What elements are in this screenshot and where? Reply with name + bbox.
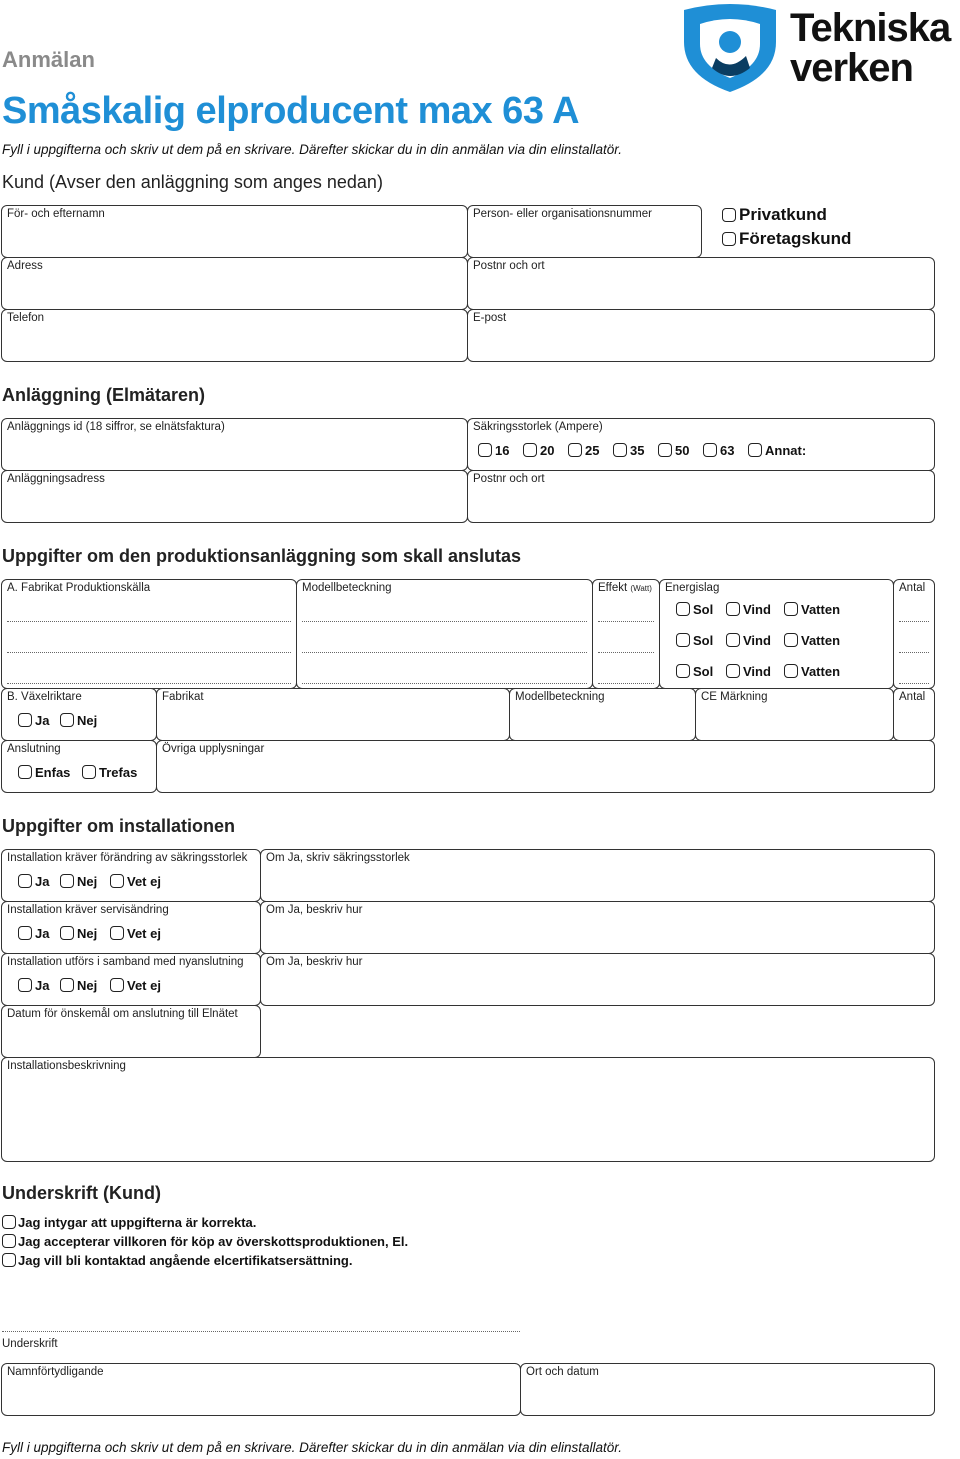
foretagskund-label: Företagskund xyxy=(739,229,852,248)
postnr-label: Postnr och ort xyxy=(473,260,545,272)
q3-ja-checkbox[interactable] xyxy=(18,978,32,992)
datum-field[interactable] xyxy=(1,1005,261,1058)
ort-datum-label: Ort och datum xyxy=(526,1366,599,1378)
trefas-option[interactable] xyxy=(82,765,137,780)
namnfortydligande-label: Namnförtydligande xyxy=(7,1366,104,1378)
installation-heading: Uppgifter om installationen xyxy=(2,816,236,836)
epost-label: E-post xyxy=(473,312,507,324)
vind-label: Vind xyxy=(743,633,771,648)
row3-sol-checkbox[interactable] xyxy=(676,664,690,678)
fuse-20-label: 20 xyxy=(540,443,555,458)
q2-followup-field[interactable] xyxy=(260,901,935,954)
row1-vind-option[interactable] xyxy=(726,602,771,617)
name-field[interactable] xyxy=(1,205,468,258)
row1-sol-option[interactable] xyxy=(676,602,713,617)
anlaggningsadress-field[interactable] xyxy=(1,470,468,523)
row1-sol-checkbox[interactable] xyxy=(676,602,690,616)
vetej-label: Vet ej xyxy=(127,874,161,889)
line-2 xyxy=(899,652,929,653)
q3-vetej-option[interactable] xyxy=(110,978,161,993)
row3-vind-option[interactable] xyxy=(726,664,771,679)
logo xyxy=(680,2,960,94)
q3-nej-option[interactable] xyxy=(60,978,97,993)
vax-fabrikat-label: Fabrikat xyxy=(162,691,204,703)
effekt-field[interactable] xyxy=(592,579,660,689)
page-title: Småskalig elproducent max 63 A xyxy=(2,90,580,132)
fuse-25-checkbox[interactable] xyxy=(568,443,582,457)
q2-followup-label: Om Ja, beskriv hur xyxy=(266,904,363,916)
fuse-option-20[interactable] xyxy=(523,443,554,458)
line-3 xyxy=(899,683,929,684)
vax-antal-label: Antal xyxy=(899,691,926,703)
q3-vetej-checkbox[interactable] xyxy=(110,978,124,992)
q2-field xyxy=(1,901,261,954)
consent-1-checkbox[interactable] xyxy=(2,1215,16,1229)
line-1 xyxy=(302,621,587,622)
foretagskund-checkbox[interactable] xyxy=(722,232,736,246)
q2-vetej-checkbox[interactable] xyxy=(110,926,124,940)
q2-nej-checkbox[interactable] xyxy=(60,926,74,940)
fuse-50-label: 50 xyxy=(675,443,690,458)
q1-ja-checkbox[interactable] xyxy=(18,874,32,888)
consent-3-checkbox[interactable] xyxy=(2,1253,16,1267)
fuse-annat-checkbox[interactable] xyxy=(748,443,762,457)
q1-followup-field[interactable] xyxy=(260,849,935,902)
row2-vind-checkbox[interactable] xyxy=(726,633,740,647)
fabrikat-produktionskalla-field[interactable] xyxy=(1,579,297,689)
anlaggnings-id-label: Anläggnings id (18 siffror, se elnätsfaktura) xyxy=(7,421,225,433)
q1-vetej-option[interactable] xyxy=(110,874,161,889)
signature-line[interactable] xyxy=(2,1331,520,1332)
postnr-field[interactable] xyxy=(467,257,935,310)
effekt-label-text: Effekt xyxy=(598,582,628,594)
row3-sol-option[interactable] xyxy=(676,664,713,679)
q1-nej-option[interactable] xyxy=(60,874,97,889)
ja-label: Ja xyxy=(35,978,50,993)
enfas-label: Enfas xyxy=(35,765,71,780)
epost-field[interactable] xyxy=(467,309,935,362)
produktion-heading: Uppgifter om den produktionsanläggning som skall anslutas xyxy=(2,546,522,566)
row2-sol-option[interactable] xyxy=(676,633,713,648)
privatkund-checkbox[interactable] xyxy=(722,208,736,222)
telefon-label: Telefon xyxy=(7,312,45,324)
fuse-option-16[interactable] xyxy=(478,443,509,458)
row2-vind-option[interactable] xyxy=(726,633,771,648)
ovriga-label: Övriga upplysningar xyxy=(162,743,265,755)
vatten-label: Vatten xyxy=(801,664,841,679)
q1-field xyxy=(1,849,261,902)
logo-text-line1: Tekniska xyxy=(790,6,951,50)
vax-fabrikat-field[interactable] xyxy=(156,688,510,741)
q1-ja-option[interactable] xyxy=(18,874,49,889)
logo-shield-icon xyxy=(680,2,780,94)
datum-label: Datum för önskemål om anslutning till Elnätet xyxy=(7,1008,238,1020)
fuse-16-label: 16 xyxy=(495,443,510,458)
name-label: För- och efternamn xyxy=(7,208,105,220)
q3-followup-label: Om Ja, beskriv hur xyxy=(266,956,363,968)
fuse-annat-label: Annat: xyxy=(765,443,807,458)
modell-field[interactable] xyxy=(296,579,593,689)
consent-2-label: Jag accepterar villkoren för köp av överskottsproduktionen, El. xyxy=(18,1234,409,1249)
line-3 xyxy=(7,683,291,684)
fuse-option-annat[interactable] xyxy=(748,443,806,458)
q1-followup-label: Om Ja, skriv säkringsstorlek xyxy=(266,852,410,864)
anlaggning-heading: Anläggning (Elmätaren) xyxy=(2,385,206,405)
q2-ja-checkbox[interactable] xyxy=(18,926,32,940)
q3-nej-checkbox[interactable] xyxy=(60,978,74,992)
effekt-unit: (Watt) xyxy=(630,584,652,593)
sol-label: Sol xyxy=(693,633,714,648)
q3-label: Installation utförs i samband med nyanslutning xyxy=(7,956,244,968)
fuse-option-63[interactable] xyxy=(703,443,734,458)
vax-antal-field[interactable] xyxy=(893,688,935,741)
personnr-field[interactable] xyxy=(467,205,702,258)
ce-marking-field[interactable] xyxy=(695,688,894,741)
enfas-option[interactable] xyxy=(18,765,70,780)
q1-label: Installation kräver förändring av säkringsstorlek xyxy=(7,852,248,864)
form-kicker: Anmälan xyxy=(2,47,95,72)
row2-vatten-option[interactable] xyxy=(784,633,840,648)
row3-vind-checkbox[interactable] xyxy=(726,664,740,678)
namnfortydligande-field[interactable] xyxy=(1,1363,521,1416)
fuse-option-25[interactable] xyxy=(568,443,599,458)
fuse-20-checkbox[interactable] xyxy=(523,443,537,457)
adress-field[interactable] xyxy=(1,257,468,310)
nej-label: Nej xyxy=(77,874,98,889)
sol-label: Sol xyxy=(693,664,714,679)
vax-modell-field[interactable] xyxy=(509,688,696,741)
row3-vatten-option[interactable] xyxy=(784,664,840,679)
q3-field xyxy=(1,953,261,1006)
vind-label: Vind xyxy=(743,664,771,679)
consent-3-option[interactable] xyxy=(2,1253,353,1268)
instruction-text: Fyll i uppgifterna och skriv ut dem på en skrivare. Därefter skickar du in din anmälan via din elinstallatör. xyxy=(2,142,623,157)
ce-marking-label: CE Märkning xyxy=(701,691,768,703)
vax-modell-label: Modellbeteckning xyxy=(515,691,605,703)
kund-heading: Kund (Avser den anläggning som anges nedan) xyxy=(2,172,383,192)
anslutning-field xyxy=(1,740,157,793)
consent-1-option[interactable] xyxy=(2,1215,256,1230)
fuse-16-checkbox[interactable] xyxy=(478,443,492,457)
foretagskund-option[interactable] xyxy=(722,229,851,249)
vaxelriktare-label: B. Växelriktare xyxy=(7,691,82,703)
fuse-option-35[interactable] xyxy=(613,443,644,458)
fuse-63-label: 63 xyxy=(720,443,735,458)
nej-label: Nej xyxy=(77,713,98,728)
line-1 xyxy=(598,621,654,622)
telefon-field[interactable] xyxy=(1,309,468,362)
ovriga-field[interactable] xyxy=(156,740,935,793)
footer-instruction: Fyll i uppgifterna och skriv ut dem på en skrivare. Därefter skickar du in din anmälan via din elinstallatör. xyxy=(2,1440,623,1455)
nej-label: Nej xyxy=(77,978,98,993)
vaxel-ja-checkbox[interactable] xyxy=(18,713,32,727)
consent-2-checkbox[interactable] xyxy=(2,1234,16,1248)
fuse-25-label: 25 xyxy=(585,443,600,458)
signature-label: Underskrift xyxy=(2,1338,58,1350)
vaxel-ja-option[interactable] xyxy=(18,713,49,728)
q2-vetej-option[interactable] xyxy=(110,926,161,941)
energislag-field xyxy=(659,579,894,689)
row1-vatten-option[interactable] xyxy=(784,602,840,617)
installationsbeskrivning-label: Installationsbeskrivning xyxy=(7,1060,126,1072)
privatkund-label: Privatkund xyxy=(739,205,827,224)
antal-field[interactable] xyxy=(893,579,935,689)
q1-vetej-checkbox[interactable] xyxy=(110,874,124,888)
q1-nej-checkbox[interactable] xyxy=(60,874,74,888)
fuse-63-checkbox[interactable] xyxy=(703,443,717,457)
row2-sol-checkbox[interactable] xyxy=(676,633,690,647)
anslutning-label: Anslutning xyxy=(7,743,61,755)
trefas-label: Trefas xyxy=(99,765,138,780)
consent-2-option[interactable] xyxy=(2,1234,408,1249)
logo-text-line2: verken xyxy=(790,46,913,90)
enfas-checkbox[interactable] xyxy=(18,765,32,779)
q3-ja-option[interactable] xyxy=(18,978,49,993)
row3-vatten-checkbox[interactable] xyxy=(784,664,798,678)
row1-vind-checkbox[interactable] xyxy=(726,602,740,616)
vaxelriktare-field xyxy=(1,688,157,741)
line-3 xyxy=(598,683,654,684)
vatten-label: Vatten xyxy=(801,633,841,648)
fuse-option-50[interactable] xyxy=(658,443,689,458)
anlaggning-postnr-label: Postnr och ort xyxy=(473,473,545,485)
line-1 xyxy=(899,621,929,622)
vaxel-nej-checkbox[interactable] xyxy=(60,713,74,727)
personnr-label: Person- eller organisationsnummer xyxy=(473,208,652,220)
nej-label: Nej xyxy=(77,926,98,941)
modell-label: Modellbeteckning xyxy=(302,582,392,594)
effekt-label xyxy=(598,582,652,594)
consent-1-label: Jag intygar att uppgifterna är korrekta. xyxy=(18,1215,257,1230)
underskrift-heading: Underskrift (Kund) xyxy=(2,1183,161,1203)
sakring-field xyxy=(467,418,935,471)
row1-vatten-checkbox[interactable] xyxy=(784,602,798,616)
ort-datum-field[interactable] xyxy=(520,1363,935,1416)
installationsbeskrivning-field[interactable] xyxy=(1,1057,935,1162)
anlaggnings-id-field[interactable] xyxy=(1,418,468,471)
energislag-label: Energislag xyxy=(665,582,720,594)
anlaggning-postnr-field[interactable] xyxy=(467,470,935,523)
fuse-35-label: 35 xyxy=(630,443,645,458)
ja-label: Ja xyxy=(35,713,50,728)
consent-3-label: Jag vill bli kontaktad angående elcertifikatsersättning. xyxy=(18,1253,353,1268)
anlaggningsadress-label: Anläggningsadress xyxy=(7,473,105,485)
line-2 xyxy=(598,652,654,653)
q2-label: Installation kräver servisändring xyxy=(7,904,169,916)
ja-label: Ja xyxy=(35,874,50,889)
line-2 xyxy=(7,652,291,653)
q2-ja-option[interactable] xyxy=(18,926,49,941)
privatkund-option[interactable] xyxy=(722,205,827,225)
fuse-35-checkbox[interactable] xyxy=(613,443,627,457)
vaxel-nej-option[interactable] xyxy=(60,713,97,728)
vetej-label: Vet ej xyxy=(127,978,161,993)
trefas-checkbox[interactable] xyxy=(82,765,96,779)
fabrikat-produktionskalla-label: A. Fabrikat Produktionskälla xyxy=(7,582,151,594)
line-1 xyxy=(7,621,291,622)
q3-followup-field[interactable] xyxy=(260,953,935,1006)
sakring-label: Säkringsstorlek (Ampere) xyxy=(473,421,603,433)
ja-label: Ja xyxy=(35,926,50,941)
line-3 xyxy=(302,683,587,684)
adress-label: Adress xyxy=(7,260,43,272)
line-2 xyxy=(302,652,587,653)
vetej-label: Vet ej xyxy=(127,926,161,941)
vatten-label: Vatten xyxy=(801,602,841,617)
row2-vatten-checkbox[interactable] xyxy=(784,633,798,647)
q2-nej-option[interactable] xyxy=(60,926,97,941)
sol-label: Sol xyxy=(693,602,714,617)
antal-label: Antal xyxy=(899,582,926,594)
vind-label: Vind xyxy=(743,602,771,617)
fuse-50-checkbox[interactable] xyxy=(658,443,672,457)
